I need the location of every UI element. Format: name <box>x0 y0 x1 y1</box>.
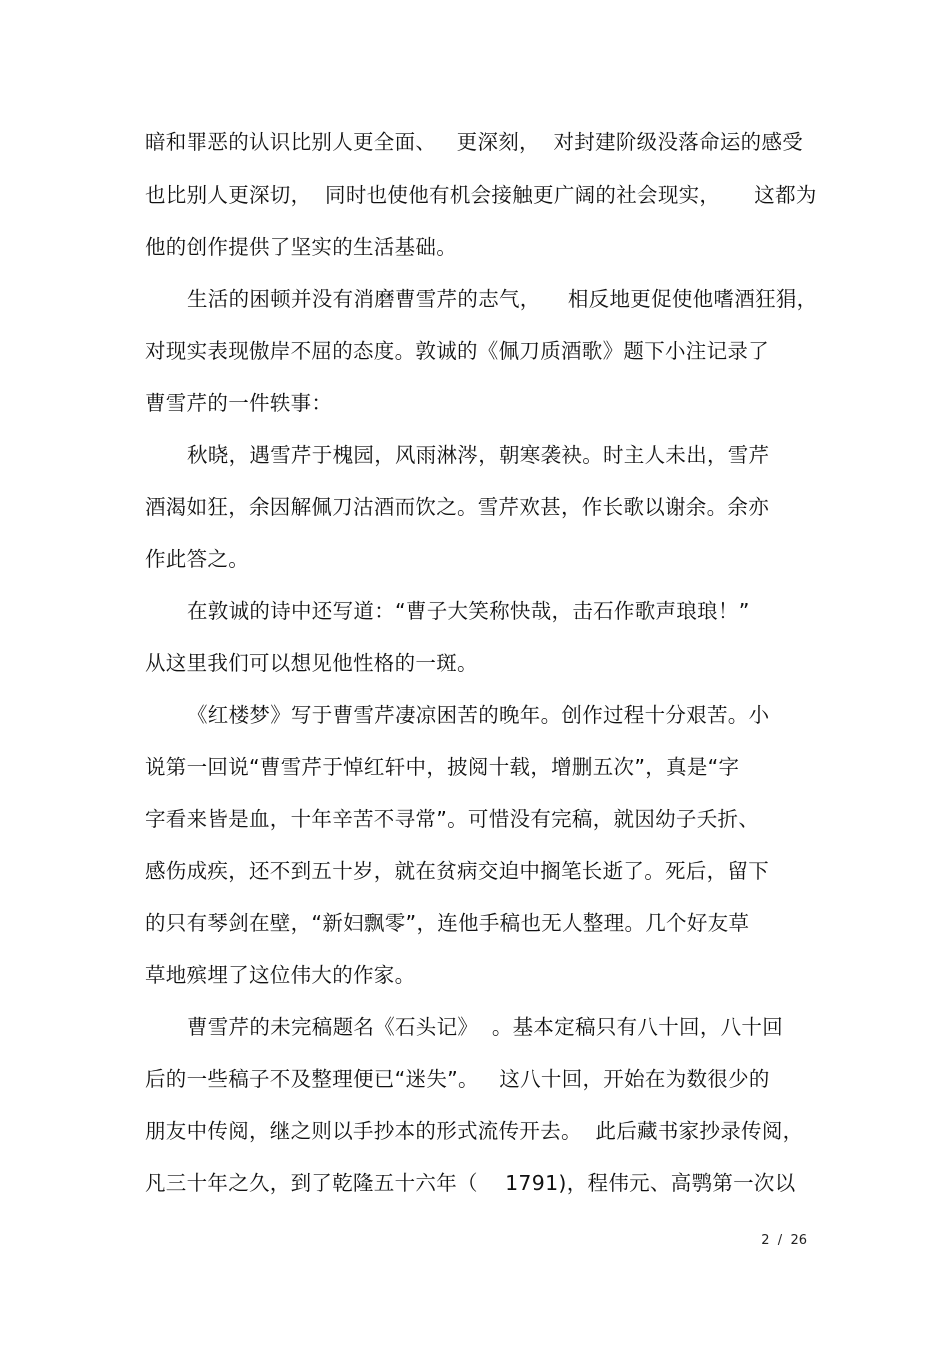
text-line: 字看来皆是血，十年辛苦不寻常”。可惜没有完稿，就因幼子夭折、 <box>145 807 760 831</box>
text-line: 对现实表现傲岸不屈的态度。敦诚的《佩刀质酒歌》题下小注记录了 <box>145 339 769 363</box>
paragraph-first-line: 《红楼梦》写于曹雪芹凄凉困苦的晚年。创作过程十分艰苦。小 <box>187 703 770 727</box>
text-line: 朋友中传阅，继之则以手抄本的形式流传开去。 此后藏书家抄录传阅， <box>145 1119 804 1143</box>
quotation-line: 酒渴如狂，余因解佩刀沽酒而饮之。雪芹欢甚，作长歌以谢余。余亦 <box>145 495 769 519</box>
text-line: 凡三十年之久，到了乾隆五十六年（ 1791)，程伟元、高鹗第一次以 <box>145 1171 796 1195</box>
paragraph-first-line: 在敦诚的诗中还写道：“曹子大笑称快哉，击石作歌声琅琅！” <box>187 599 750 623</box>
quotation-first-line: 秋晓，遇雪芹于槐园，风雨淋涔，朝寒袭袂。时主人未出，雪芹 <box>187 443 770 467</box>
paragraph-first-line: 曹雪芹的未完稿题名《石头记》 。基本定稿只有八十回，八十回 <box>187 1015 784 1039</box>
text-line: 说第一回说“曹雪芹于悼红轩中，披阅十载，增删五次”，真是“字 <box>145 755 740 779</box>
text-line: 他的创作提供了坚实的生活基础。 <box>145 235 457 259</box>
text-line: 从这里我们可以想见他性格的一斑。 <box>145 651 478 675</box>
page-number: 2 / 26 <box>761 1233 807 1248</box>
text-line: 后的一些稿子不及整理便已“迷失”。 这八十回，开始在为数很少的 <box>145 1067 770 1091</box>
text-line: 草地殡埋了这位伟大的作家。 <box>145 963 416 987</box>
quotation-line: 作此答之。 <box>145 547 249 571</box>
text-line: 的只有琴剑在壁，“新妇飘零”，连他手稿也无人整理。几个好友草 <box>145 911 750 935</box>
text-line: 暗和罪恶的认识比别人更全面、 更深刻， 对封建阶级没落命运的感受 <box>145 130 804 154</box>
text-line: 也比别人更深切， 同时也使他有机会接触更广阔的社会现实， 这都为 <box>145 183 817 207</box>
text-line: 感伤成疾，还不到五十岁，就在贫病交迫中搁笔长逝了。死后，留下 <box>145 859 769 883</box>
paragraph-first-line: 生活的困顿并没有消磨曹雪芹的志气， 相反地更促使他嗜酒狂狷， <box>187 287 818 311</box>
text-line: 曹雪芹的一件轶事： <box>145 391 333 415</box>
